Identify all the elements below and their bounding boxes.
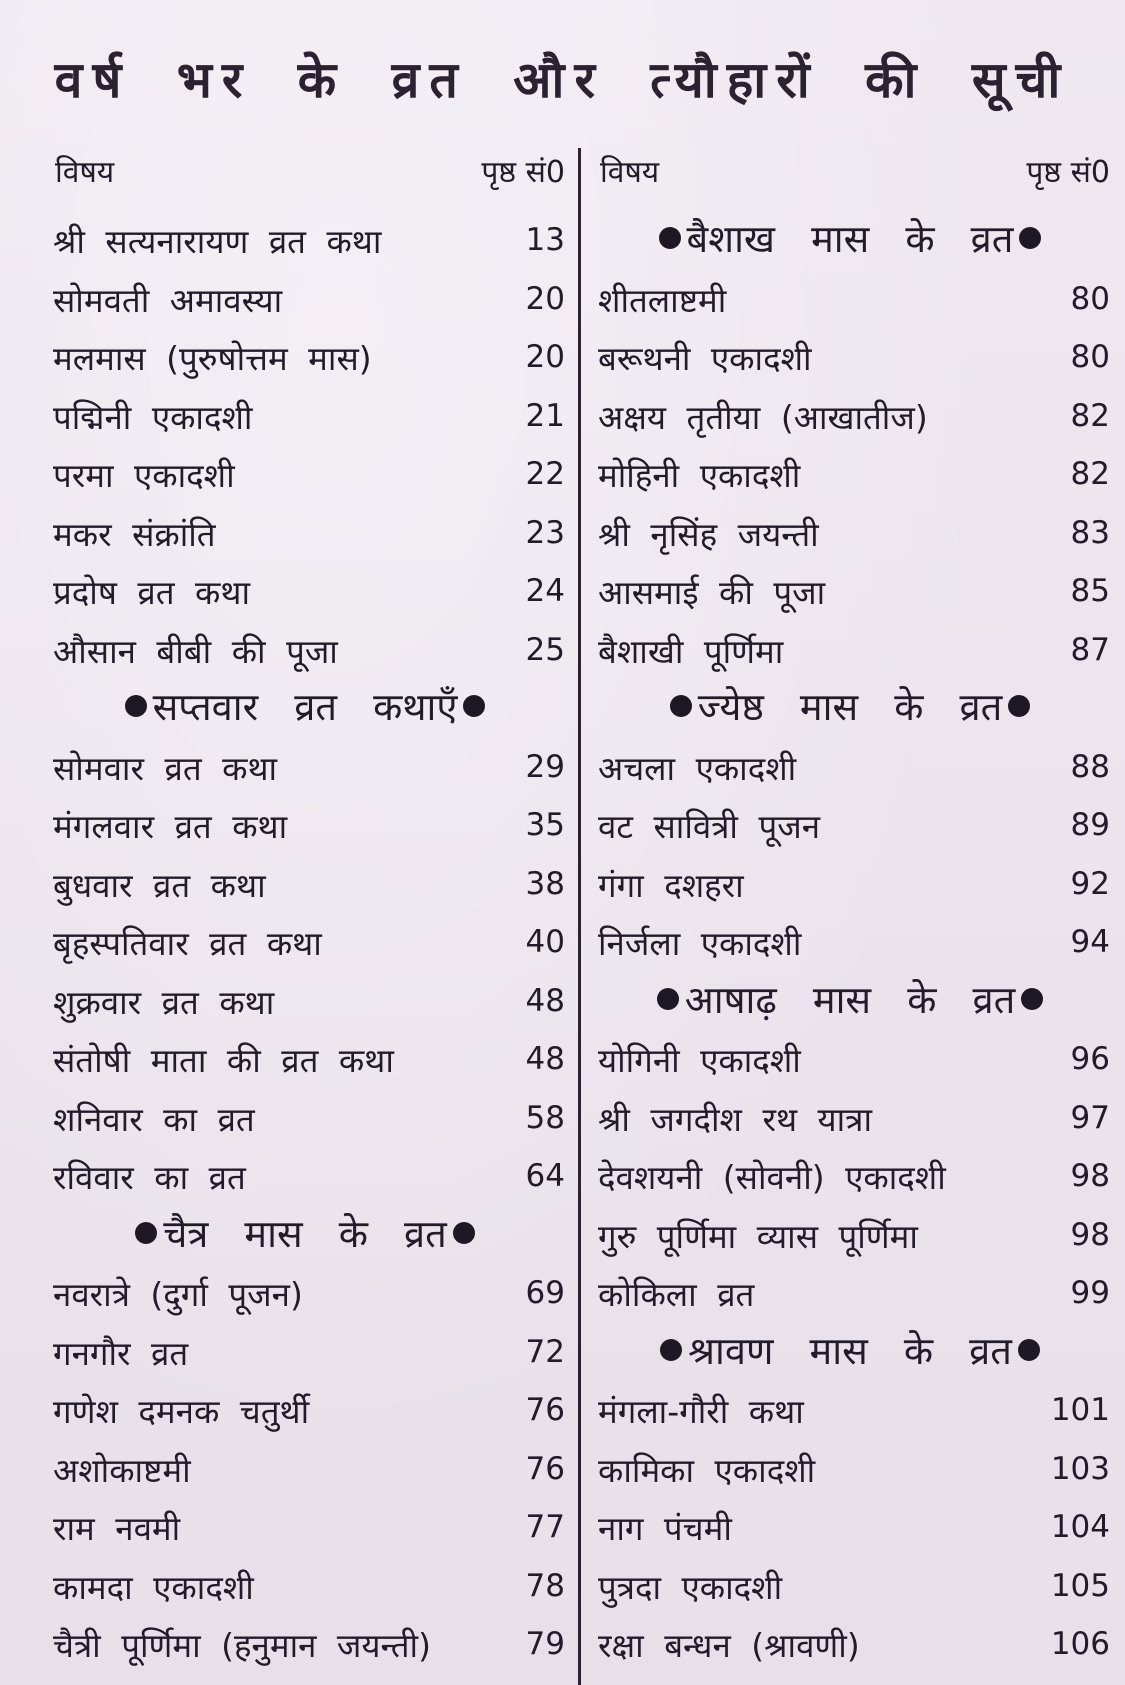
toc-entry [45, 1090, 565, 1149]
entry-title: अक्षय तृतीया (आखातीज) [598, 397, 928, 437]
page-number-heading: पृष्ठ सं0 [1026, 155, 1110, 190]
toc-entry [45, 797, 565, 856]
toc-entry [590, 1616, 1110, 1675]
entry-title: चैत्री पूर्णिमा (हनुमान जयन्ती) [53, 1626, 431, 1665]
bullet-dot-icon [453, 1222, 475, 1244]
entry-page: 92 [1070, 865, 1110, 902]
entry-page: 29 [525, 748, 565, 785]
entry-page: 76 [525, 1392, 565, 1428]
section-heading-chaitra [45, 1207, 565, 1266]
entry-page: 64 [525, 1158, 565, 1194]
section-heading-jyeshtha [590, 680, 1110, 739]
toc-entry [45, 1382, 565, 1441]
section-label: श्रावण मास के व्रत [688, 1328, 1012, 1373]
section-label: चैत्र मास के व्रत [163, 1211, 447, 1256]
toc-entry [590, 1382, 1110, 1441]
entry-page: 35 [525, 807, 565, 843]
entry-title: गुरु पूर्णिमा व्यास पूर्णिमा [598, 1216, 918, 1256]
toc-entry [45, 563, 565, 622]
entry-title: श्री सत्यनारायण व्रत कथा [53, 222, 382, 261]
toc-entry [590, 388, 1110, 447]
toc-entry [45, 1148, 565, 1207]
entry-title: देवशयनी (सोवनी) एकादशी [598, 1158, 946, 1197]
entry-page: 48 [525, 1041, 565, 1077]
entry-page: 24 [525, 573, 565, 609]
section-heading-ashadh [590, 973, 1110, 1032]
entry-page: 101 [1050, 1392, 1110, 1428]
entry-page: 21 [525, 397, 565, 434]
section-heading-saptvar [45, 680, 565, 739]
toc-entry [45, 973, 565, 1032]
entry-page: 20 [525, 339, 565, 375]
entry-title: श्री नृसिंह जयन्ती [598, 514, 819, 554]
entry-title: नाग पंचमी [598, 1509, 732, 1548]
left-column [45, 150, 565, 1675]
entry-title: वट सावित्री पूजन [598, 807, 821, 846]
toc-entry [45, 622, 565, 681]
entry-page: 23 [525, 514, 565, 551]
entry-page: 87 [1070, 631, 1110, 668]
toc-entry [45, 212, 565, 271]
entry-page: 94 [1070, 924, 1110, 960]
entry-title: पद्मिनी एकादशी [53, 397, 253, 437]
toc-entry [45, 1265, 565, 1324]
entry-title: प्रदोष व्रत कथा [53, 573, 251, 612]
entry-title: गंगा दशहरा [598, 865, 744, 905]
entry-title: कामदा एकादशी [53, 1567, 254, 1607]
entry-page: 89 [1070, 807, 1110, 843]
entry-page: 106 [1050, 1626, 1110, 1662]
left-column-header [45, 150, 565, 212]
entry-title: नवरात्रे (दुर्गा पूजन) [53, 1275, 303, 1314]
entry-page: 76 [525, 1450, 565, 1487]
entry-title: राम नवमी [53, 1509, 181, 1548]
entry-page: 22 [525, 456, 565, 492]
bullet-dot-icon [659, 227, 681, 249]
entry-page: 58 [525, 1099, 565, 1136]
entry-title: श्री जगदीश रथ यात्रा [598, 1099, 872, 1139]
toc-entry [45, 446, 565, 505]
bullet-dot-icon [135, 1222, 157, 1244]
entry-title: आसमाई की पूजा [598, 573, 826, 612]
toc-entry [45, 1616, 565, 1675]
entry-page: 83 [1070, 514, 1110, 551]
bullet-dot-icon [670, 695, 692, 717]
toc-entry [45, 856, 565, 915]
toc-entry [45, 1324, 565, 1383]
entry-page: 88 [1070, 748, 1110, 785]
toc-entry [590, 914, 1110, 973]
entry-title: संतोषी माता की व्रत कथा [53, 1041, 394, 1080]
section-heading-baishakh [590, 212, 1110, 271]
entry-page: 69 [525, 1275, 565, 1311]
entry-title: मलमास (पुरुषोत्तम मास) [53, 339, 372, 378]
entry-page: 104 [1050, 1509, 1110, 1545]
right-column [590, 150, 1110, 1675]
entry-title: गनगौर व्रत [53, 1333, 189, 1373]
entry-title: मोहिनी एकादशी [598, 456, 801, 495]
entry-title: गणेश दमनक चतुर्थी [53, 1392, 310, 1431]
page-title: वर्ष भर के व्रत और त्यौहारों की सूची [54, 51, 1071, 109]
toc-entry [45, 739, 565, 798]
entry-title: बृहस्पतिवार व्रत कथा [53, 924, 322, 963]
entry-title: शीतलाष्टमी [598, 280, 727, 320]
entry-page: 48 [525, 982, 565, 1019]
entry-title: मंगला-गौरी कथा [598, 1392, 804, 1431]
toc-entry [45, 1558, 565, 1617]
subject-heading: विषय [600, 155, 660, 190]
toc-entry [590, 1558, 1110, 1617]
toc-entry [45, 388, 565, 447]
entry-page: 103 [1050, 1450, 1110, 1487]
entry-page: 40 [525, 924, 565, 960]
entry-page: 78 [525, 1567, 565, 1604]
entry-page: 96 [1070, 1041, 1110, 1077]
entry-page: 105 [1050, 1567, 1110, 1604]
entry-page: 82 [1070, 456, 1110, 492]
section-heading-shravan [590, 1324, 1110, 1383]
entry-title: बुधवार व्रत कथा [53, 865, 266, 905]
bullet-dot-icon [660, 1339, 682, 1361]
bullet-dot-icon [463, 695, 485, 717]
column-divider [578, 148, 581, 1685]
entry-title: शनिवार का व्रत [53, 1099, 255, 1139]
entry-title: रक्षा बन्धन (श्रावणी) [598, 1626, 860, 1665]
toc-entry [590, 446, 1110, 505]
entry-page: 98 [1070, 1216, 1110, 1253]
entry-title: बैशाखी पूर्णिमा [598, 631, 784, 671]
toc-entry [45, 271, 565, 330]
entry-title: सोमवार व्रत कथा [53, 748, 278, 788]
entry-page: 20 [525, 280, 565, 317]
bullet-dot-icon [125, 695, 147, 717]
entry-title: अशोकाष्टमी [53, 1450, 191, 1490]
entry-title: औसान बीबी की पूजा [53, 631, 338, 671]
toc-entry [590, 271, 1110, 330]
entry-title: निर्जला एकादशी [598, 924, 802, 963]
entry-title: मकर संक्रांति [53, 514, 216, 554]
entry-page: 79 [525, 1626, 565, 1662]
toc-entry [45, 505, 565, 564]
toc-entry [590, 739, 1110, 798]
entry-title: रविवार का व्रत [53, 1158, 246, 1197]
entry-title: कामिका एकादशी [598, 1450, 816, 1490]
toc-entry [590, 856, 1110, 915]
entry-title: कोकिला व्रत [598, 1275, 755, 1314]
section-label: आषाढ़ मास के व्रत [684, 977, 1016, 1022]
entry-page: 98 [1070, 1158, 1110, 1194]
entry-title: सोमवती अमावस्या [53, 280, 283, 320]
entry-page: 38 [525, 865, 565, 902]
toc-entry [590, 622, 1110, 681]
entry-title: बरूथनी एकादशी [598, 339, 812, 378]
toc-entry [45, 1031, 565, 1090]
toc-entry [590, 1207, 1110, 1266]
toc-entry [590, 797, 1110, 856]
entry-title: परमा एकादशी [53, 456, 235, 495]
toc-entry [45, 1499, 565, 1558]
bullet-dot-icon [657, 988, 679, 1010]
toc-entry [45, 329, 565, 388]
toc-entry [590, 1031, 1110, 1090]
entry-page: 82 [1070, 397, 1110, 434]
toc-entry [590, 1265, 1110, 1324]
entry-title: अचला एकादशी [598, 748, 797, 788]
bullet-dot-icon [1008, 695, 1030, 717]
entry-title: पुत्रदा एकादशी [598, 1567, 783, 1607]
entry-page: 99 [1070, 1275, 1110, 1311]
entry-page: 72 [525, 1333, 565, 1370]
entry-title: मंगलवार व्रत कथा [53, 807, 288, 846]
toc-entry [590, 563, 1110, 622]
section-label: ज्येष्ठ मास के व्रत [697, 685, 1003, 729]
entry-page: 25 [525, 631, 565, 668]
entry-title: योगिनी एकादशी [598, 1041, 801, 1080]
toc-entry [590, 1090, 1110, 1149]
section-label: बैशाख मास के व्रत [686, 217, 1014, 261]
bullet-dot-icon [1019, 227, 1041, 249]
entry-page: 85 [1070, 573, 1110, 609]
toc-entry [590, 505, 1110, 564]
entry-page: 97 [1070, 1099, 1110, 1136]
toc-entry [590, 1499, 1110, 1558]
toc-entry [590, 1441, 1110, 1500]
section-label: सप्तवार व्रत कथाएँ [152, 685, 458, 729]
entry-page: 13 [525, 222, 565, 258]
bullet-dot-icon [1021, 988, 1043, 1010]
toc-entry [45, 1441, 565, 1500]
entry-page: 80 [1070, 339, 1110, 375]
toc-entry [590, 1148, 1110, 1207]
toc-entry [45, 914, 565, 973]
page-number-heading: पृष्ठ सं0 [481, 155, 565, 190]
subject-heading: विषय [55, 155, 115, 190]
bullet-dot-icon [1018, 1339, 1040, 1361]
entry-title: शुक्रवार व्रत कथा [53, 982, 275, 1022]
right-column-header [590, 150, 1110, 212]
toc-entry [590, 329, 1110, 388]
entry-page: 80 [1070, 280, 1110, 317]
entry-page: 77 [525, 1509, 565, 1545]
